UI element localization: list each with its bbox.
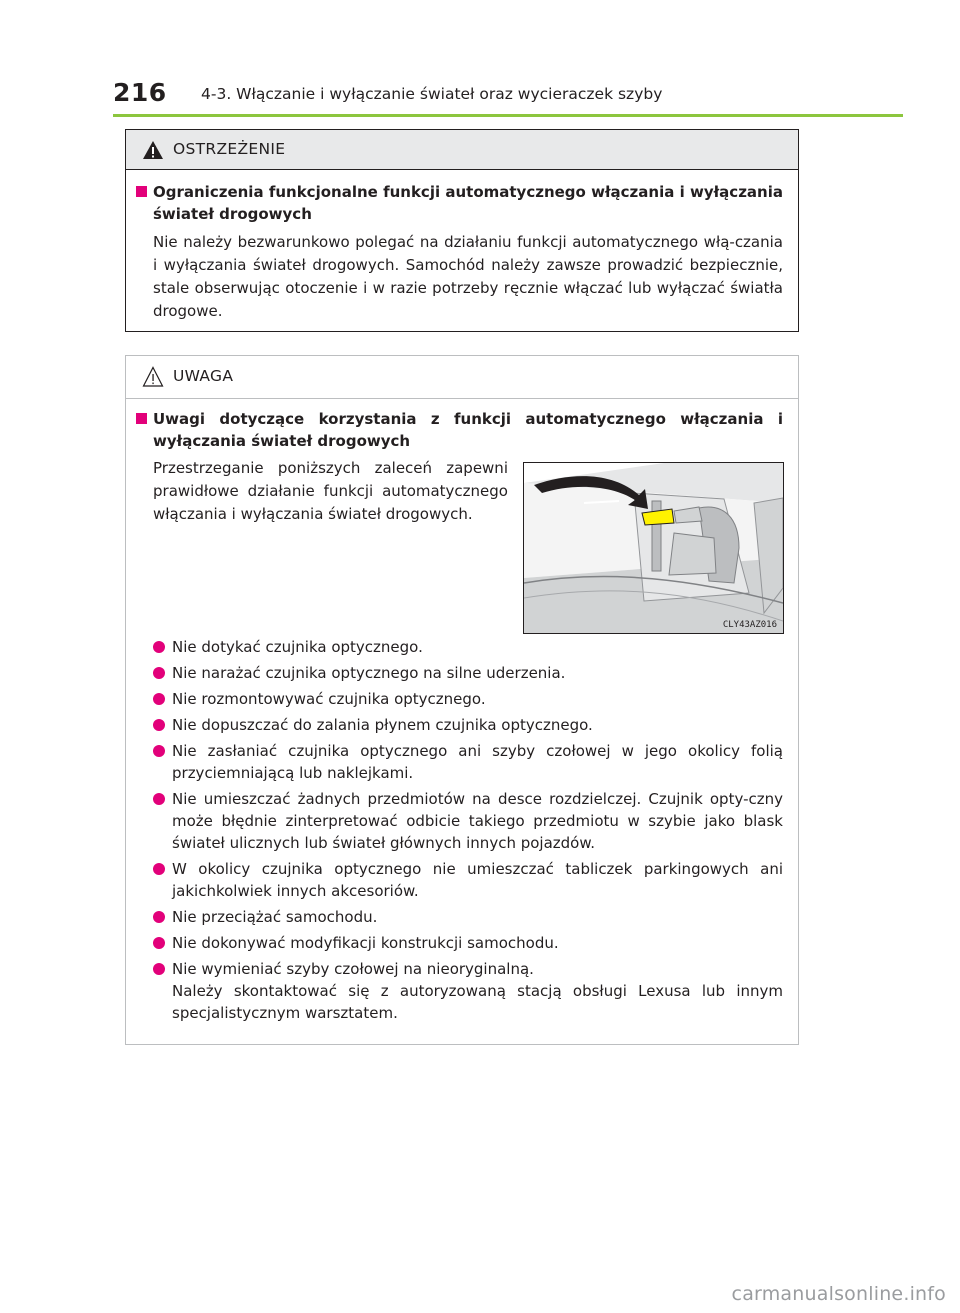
list-item	[153, 958, 783, 1024]
caution-header	[126, 356, 798, 399]
round-bullet-icon	[153, 863, 165, 875]
list-item	[153, 788, 783, 854]
list-item-text: Nie dopuszczać do zalania płynem czujnika optycznego.	[172, 716, 593, 734]
round-bullet-icon	[153, 911, 165, 923]
list-item-text: Nie rozmontowywać czujnika optycznego.	[172, 690, 486, 708]
caution-triangle-icon	[142, 366, 164, 388]
list-item-text: Nie umieszczać żadnych przedmiotów na desce rozdzielczej. Czujnik opty-czny może błędnie zinterpretować odbicie takiego przedmiotu w szybie jako blask świateł ulicznych lub świateł głównych innych pojazdów.	[172, 790, 783, 852]
warning-body: Nie należy bezwarunkowo polegać na działaniu funkcji automatycznego włą-czania i wyłączania świateł drogowych. Samochód należy zawsze prowadzić bezpiecznie, stale obserwując otoczenie i w razie potrzeby ręcznie włączać lub wyłączać światła drogowe.	[153, 233, 783, 320]
round-bullet-icon	[153, 641, 165, 653]
illustration-code: CLY43AZ016	[722, 620, 777, 630]
list-item-text: Nie przeciążać samochodu.	[172, 908, 378, 926]
list-item	[153, 662, 783, 684]
round-bullet-icon	[153, 793, 165, 805]
list-item	[153, 906, 783, 928]
list-item	[153, 688, 783, 710]
warning-heading: Ograniczenia funkcjonalne funkcji automatycznego włączania i wyłączania świateł drogowych	[136, 181, 783, 225]
list-item-text: Nie wymieniać szyby czołowej na nieoryginalną.	[172, 960, 534, 978]
list-item-text: Nie dokonywać modyfikacji konstrukcji samochodu.	[172, 934, 559, 952]
round-bullet-icon	[153, 745, 165, 757]
list-item-text: Nie dotykać czujnika optycznego.	[172, 638, 423, 656]
list-item-text: Nie zasłaniać czujnika optycznego ani szyby czołowej w jego okolicy folią przyciemniającą lub naklejkami.	[172, 742, 783, 782]
section-title: 4-3. Włączanie i wyłączanie świateł oraz wycieraczek szyby	[201, 85, 663, 103]
warning-triangle-icon	[142, 140, 164, 160]
windshield-sensor-illustration	[523, 462, 784, 634]
list-item	[153, 740, 783, 784]
round-bullet-icon	[153, 693, 165, 705]
list-item-text: W okolicy czujnika optycznego nie umieszczać tabliczek parkingowych ani jakichkolwiek innych akcesoriów.	[172, 860, 783, 900]
caution-heading: Uwagi dotyczące korzystania z funkcji automatycznego włączania i wyłączania świateł drogowych	[136, 408, 783, 452]
list-item-text: Nie narażać czujnika optycznego na silne uderzenia.	[172, 664, 566, 682]
warning-header	[126, 130, 798, 170]
square-bullet-icon	[136, 186, 147, 197]
header-rule	[113, 114, 903, 117]
round-bullet-icon	[153, 667, 165, 679]
list-item	[153, 858, 783, 902]
warning-label: OSTRZEŻENIE	[173, 140, 286, 158]
car-interior-drawing	[524, 463, 783, 633]
square-bullet-icon	[136, 413, 147, 424]
list-item	[153, 636, 783, 658]
caution-label: UWAGA	[173, 367, 234, 385]
round-bullet-icon	[153, 719, 165, 731]
caution-bullet-list	[153, 636, 783, 1028]
list-item-text: Należy skontaktować się z autoryzowaną stacją obsługi Lexusa lub innym specjalistycznym warsztatem.	[172, 982, 783, 1022]
round-bullet-icon	[153, 963, 165, 975]
warning-box	[125, 129, 799, 332]
round-bullet-icon	[153, 937, 165, 949]
list-item	[153, 932, 783, 954]
caution-intro: Przestrzeganie poniższych zaleceń zapewni prawidłowe działanie funkcji automatycznego włączania i wyłączania świateł drogowych.	[153, 459, 508, 523]
page-number: 216	[113, 78, 167, 107]
watermark: carmanualsonline.info	[731, 1283, 946, 1305]
caution-box	[125, 355, 799, 1045]
list-item	[153, 714, 783, 736]
